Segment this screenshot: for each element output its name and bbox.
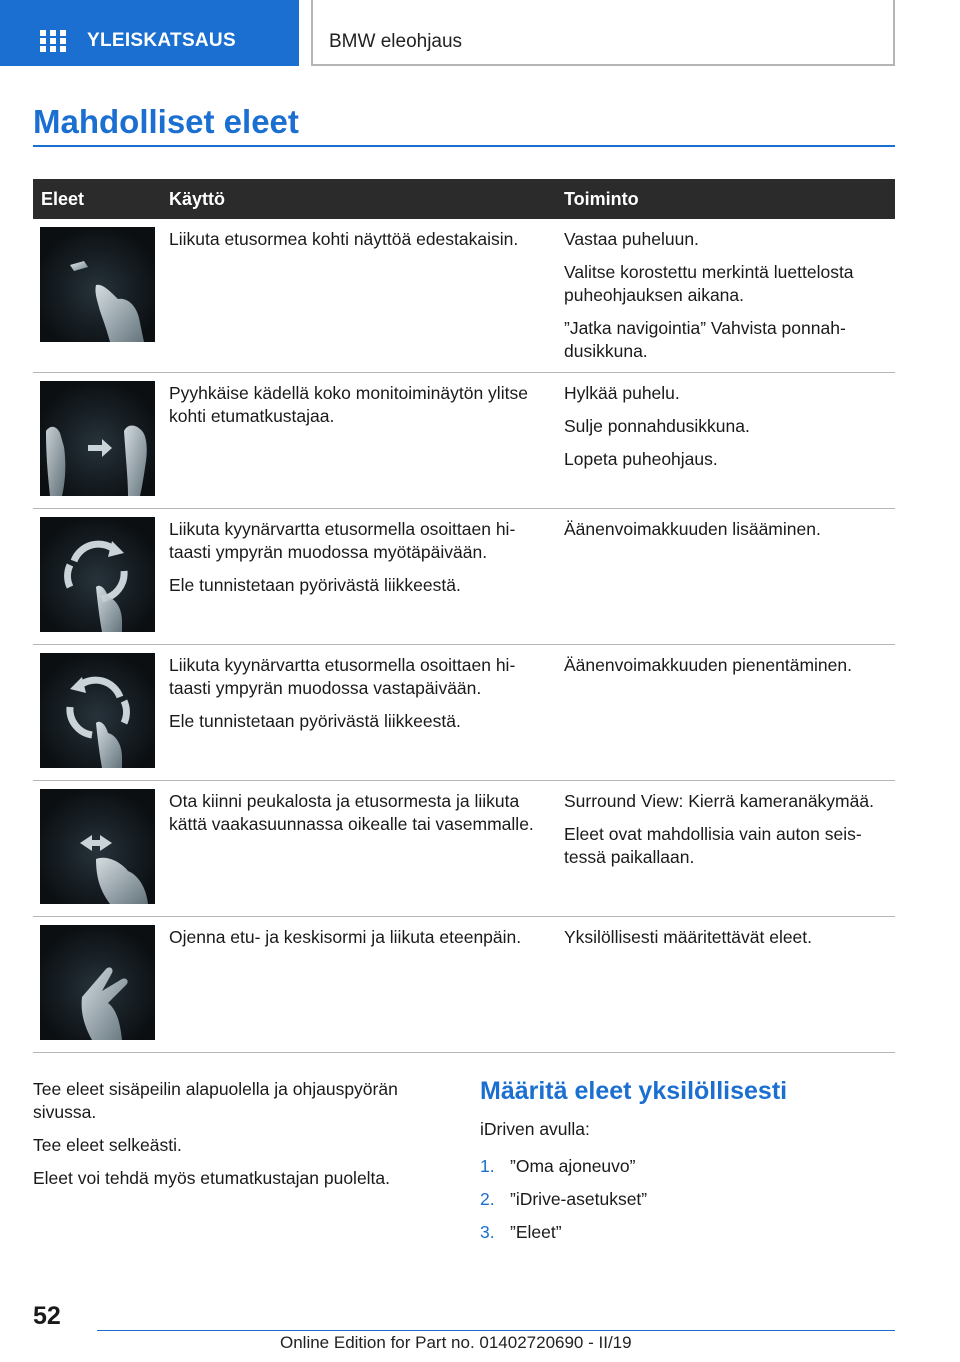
function-cell: Yksilöllisesti määritettävät eleet.	[564, 927, 813, 947]
column-header-function: Toiminto	[564, 189, 639, 209]
overview-tab[interactable]	[0, 0, 299, 66]
page-title: Mahdolliset eleet	[33, 103, 299, 140]
title-divider	[33, 145, 895, 147]
two-finger-forward-gesture-icon	[40, 925, 155, 1040]
finger-tap-gesture-icon	[40, 227, 155, 342]
function-cell: Äänenvoimakkuuden lisääminen.	[564, 519, 821, 539]
section-label: BMW eleohjaus	[329, 31, 463, 52]
grid-menu-icon	[40, 30, 66, 52]
step-text: ”iDrive-asetukset”	[510, 1189, 648, 1209]
custom-gestures-section	[480, 1077, 895, 1254]
list-item	[480, 1155, 895, 1178]
usage-cell: Liikuta kyynärvartta etusormella osoittaen hitaasti ympyrän muodossa myötäpäivään. Ele tunnistetaan pyörivästä liikkeestä.	[169, 519, 516, 595]
note-text: Tee eleet selkeästi.	[33, 1135, 182, 1155]
steps-list	[480, 1155, 895, 1244]
step-number: 2.	[480, 1189, 495, 1209]
table-row	[33, 219, 895, 373]
edition-text: Online Edition for Part no. 01402720690 - II/19	[280, 1333, 632, 1352]
section-intro: iDriven avulla:	[480, 1119, 590, 1139]
table-row	[33, 645, 895, 781]
gestures-table	[33, 179, 895, 1053]
table-row	[33, 509, 895, 645]
step-text: ”Eleet”	[510, 1222, 562, 1242]
column-header-gestures: Eleet	[41, 189, 85, 209]
gesture-notes	[33, 1078, 443, 1200]
page-number: 52	[33, 1302, 61, 1330]
hand-swipe-gesture-icon	[40, 381, 155, 496]
usage-cell: Pyyhkäise kädellä koko monitoiminäytön ylitse kohti etumatkustajaa.	[169, 383, 528, 426]
function-cell: Äänenvoimakkuuden pienentäminen.	[564, 655, 852, 675]
function-cell: Vastaa puheluun. Valitse korostettu merkintä luettelosta puheohjauksen aikana. ”Jatka navigointia” Vahvista ponnahdusikkuna.	[564, 229, 854, 361]
circle-clockwise-gesture-icon	[40, 517, 155, 632]
list-item	[480, 1221, 895, 1244]
function-cell: Surround View: Kierrä kameranäkymää. Eleet ovat mahdollisia vain auton seistessä paikallaan.	[564, 791, 874, 867]
table-row	[33, 781, 895, 917]
column-header-usage: Käyttö	[169, 189, 226, 209]
usage-cell: Ota kiinni peukalosta ja etusormesta ja liikuta kättä vaakasuunnassa oikealle tai vasemmalle.	[169, 791, 534, 834]
table-header	[33, 179, 895, 219]
section-title: Määritä eleet yksilöllisesti	[480, 1077, 788, 1105]
step-number: 3.	[480, 1222, 495, 1242]
note-text: Tee eleet sisäpeilin alapuolella ja ohjauspyörän sivussa.	[33, 1079, 398, 1122]
function-cell: Hylkää puhelu. Sulje ponnahdusikkuna. Lopeta puheohjaus.	[564, 383, 750, 469]
usage-cell: Liikuta etusormea kohti näyttöä edestakaisin.	[169, 229, 519, 249]
table-row	[33, 917, 895, 1053]
table-row	[33, 373, 895, 509]
note-text: Eleet voi tehdä myös etumatkustajan puolelta.	[33, 1168, 391, 1188]
step-number: 1.	[480, 1156, 495, 1176]
list-item	[480, 1188, 895, 1211]
pinch-drag-gesture-icon	[40, 789, 155, 904]
footer-divider	[97, 1330, 895, 1331]
step-text: ”Oma ajoneuvo”	[510, 1156, 636, 1176]
usage-cell: Liikuta kyynärvartta etusormella osoittaen hitaasti ympyrän muodossa vastapäivään. Ele tunnistetaan pyörivästä liikkeestä.	[169, 655, 516, 731]
section-header	[311, 0, 895, 66]
circle-counterclockwise-gesture-icon	[40, 653, 155, 768]
usage-cell: Ojenna etu- ja keskisormi ja liikuta eteenpäin.	[169, 927, 522, 947]
overview-tab-label: YLEISKATSAUS	[87, 30, 236, 51]
